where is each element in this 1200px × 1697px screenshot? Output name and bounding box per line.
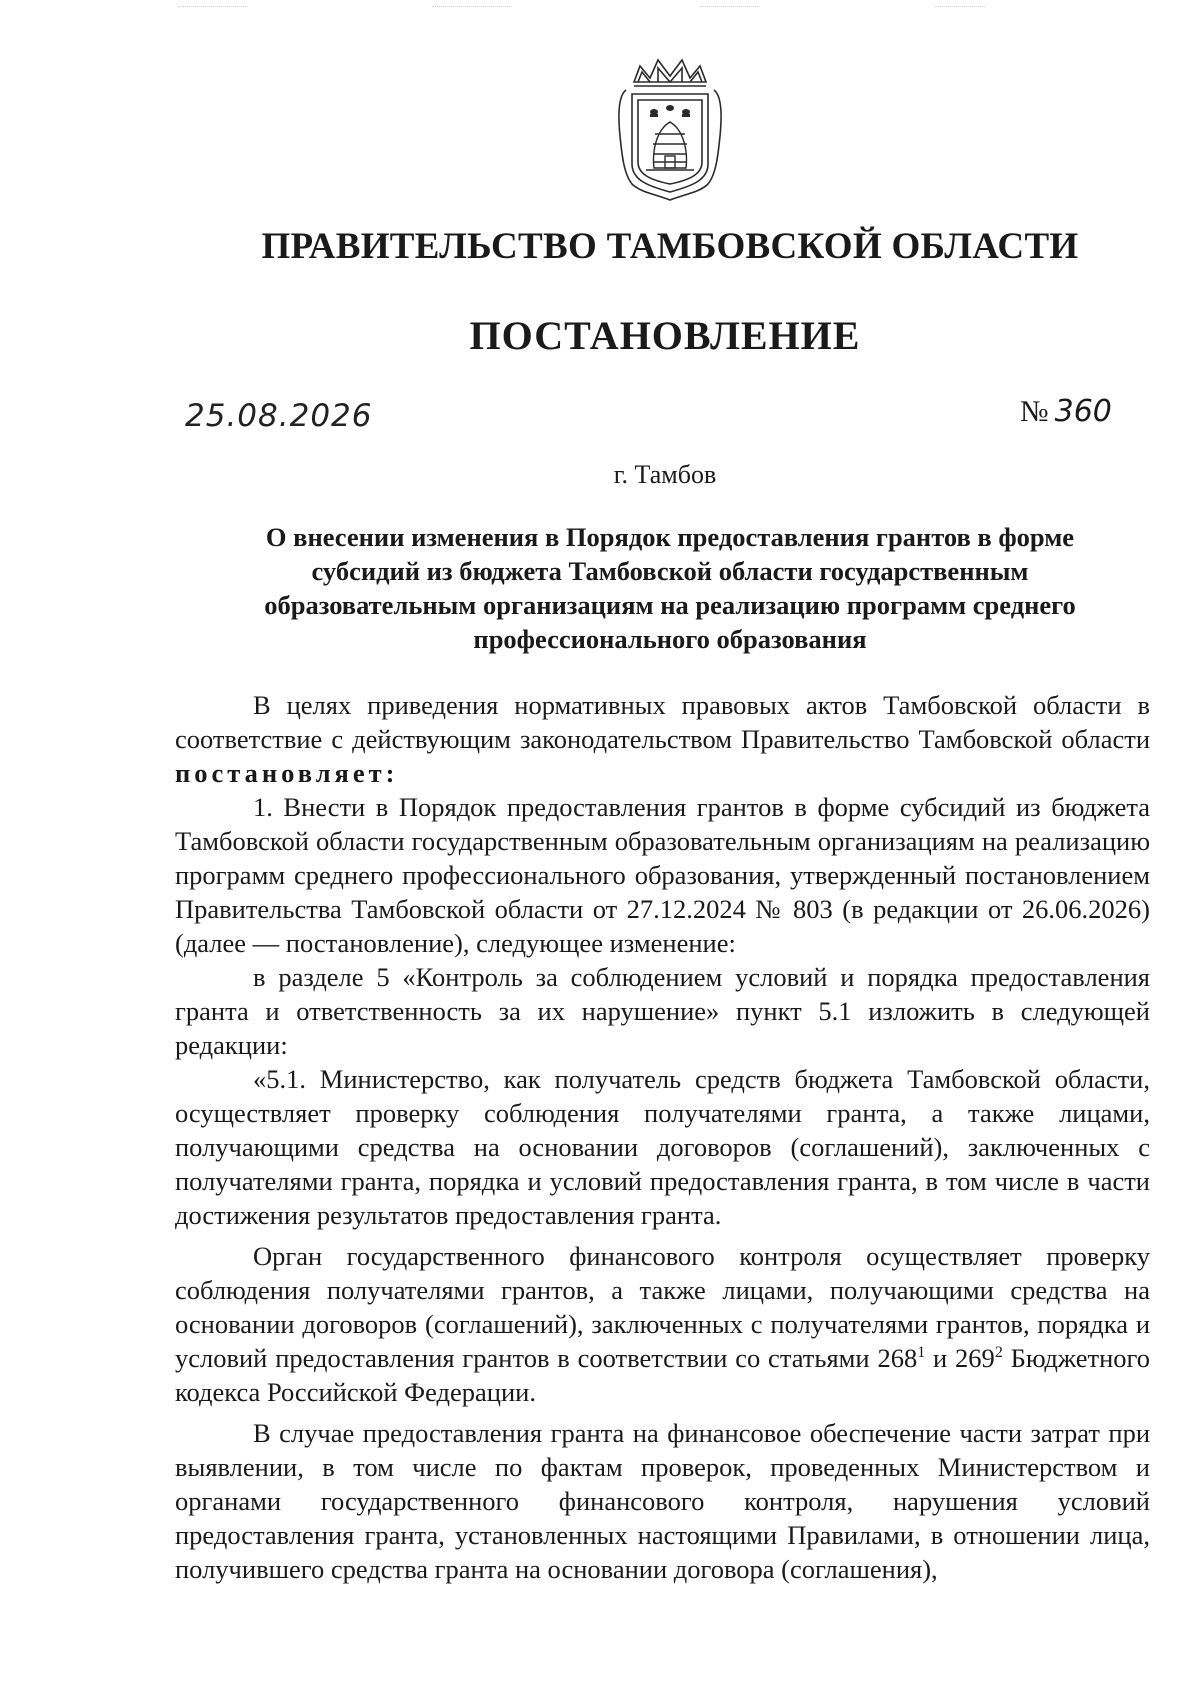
document-type-title: ПОСТАНОВЛЕНИЕ <box>469 313 861 358</box>
document-date: 25.08.2026 <box>185 398 373 434</box>
decree-word: постановляет: <box>175 758 399 788</box>
number-value: 360 <box>1054 394 1112 429</box>
government-title: ПРАВИТЕЛЬСТВО ТАМБОВСКОЙ ОБЛАСТИ <box>261 226 1079 267</box>
document-city: г. Тамбов <box>613 460 717 489</box>
financial-control-text: Орган государственного финансового контроля осуществляет проверку соблюдения получателями грантов, а также лицами, получающими средства на основании договоров (соглашений), заключенных с получателями грантов, порядка и условий предоставления грантов в соответствии со статьями 268 <box>175 1241 1150 1373</box>
preamble-paragraph <box>175 688 1150 790</box>
item-1-paragraph: 1. Внести в Порядок предоставления грантов в форме субсидий из бюджета Тамбовской области государственным образовательным организациям на реализацию программ среднего профессионального образования, утвержденный постановлением Правительства Тамбовской области от 27.12.2024 № 803 (в редакции от 26.06.2026) (далее — постановление), следующее изменение: <box>175 792 1150 958</box>
financial-control-paragraph <box>175 1239 1150 1409</box>
financial-control-text-2: и 269 <box>925 1343 995 1373</box>
clause-5-1-paragraph: «5.1. Министерство, как получатель средств бюджета Тамбовской области, осуществляет проверку соблюдения получателями гранта, а также лицами, получающими средства на основании договоров (соглашений), заключенных с получателями гранта, порядка и условий предоставления гранта, в том числе в части достижения результатов предоставления гранта. <box>175 1064 1150 1230</box>
preamble-text: В целях приведения нормативных правовых актов Тамбовской области в соответствие с действующим законодательством Правительство Тамбовской области <box>175 690 1150 754</box>
section-5-paragraph: в разделе 5 «Контроль за соблюдением условий и порядка предоставления гранта и ответственность за их нарушение» пункт 5.1 изложить в следующей редакции: <box>175 962 1150 1060</box>
superscript-1: 1 <box>917 1344 926 1361</box>
number-sign: № <box>1020 395 1049 428</box>
scan-artifact <box>178 6 248 9</box>
document-subject: О внесении изменения в Порядок предоставления грантов в форме субсидий из бюджета Тамбовской области государственным образовательным организациям на реализацию программ среднего профессионального образования <box>264 522 1076 654</box>
violation-paragraph: В случае предоставления гранта на финансовое обеспечение части затрат при выявлении, в том числе по фактам проверок, проведенных Министерством и органами государственного финансового контроля, нарушения условий предоставления гранта, установленных настоящими Правилами, в отношении лица, получившего средства гранта на основании договора (соглашения), <box>175 1418 1150 1584</box>
superscript-2: 2 <box>994 1344 1003 1361</box>
scan-artifact <box>700 6 760 9</box>
scan-artifact <box>935 6 985 9</box>
scan-artifact <box>432 6 512 9</box>
coat-of-arms-icon <box>614 56 726 202</box>
financial-control-text-3: Бюджетного кодекса Российской Федерации. <box>175 1343 1150 1407</box>
document-number <box>1020 394 1112 429</box>
document-body <box>175 688 1150 1586</box>
